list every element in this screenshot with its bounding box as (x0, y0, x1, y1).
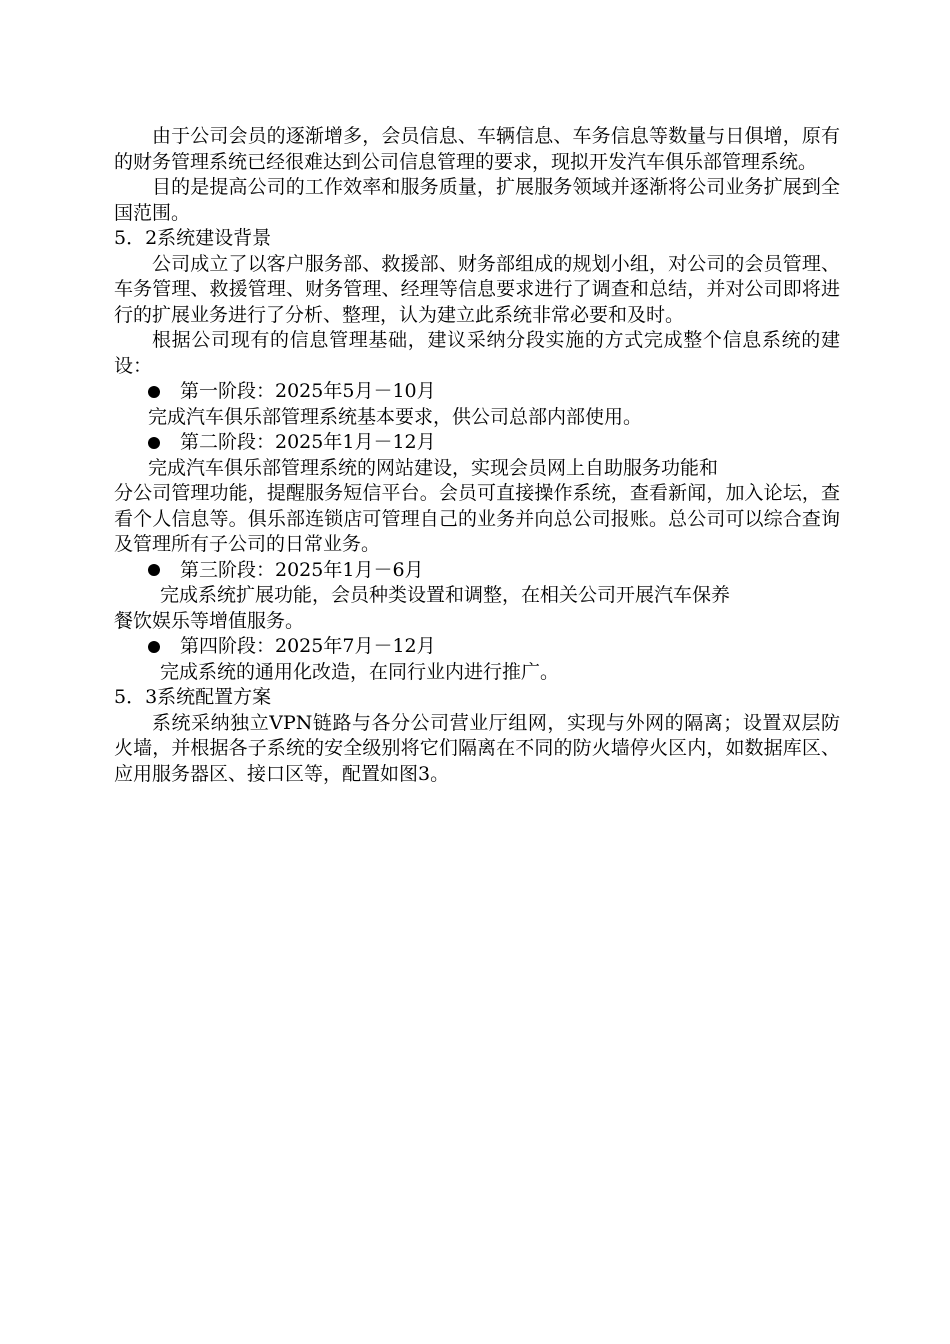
paragraph-goal: 目的是提高公司的工作效率和服务质量，扩展服务领域并逐渐将公司业务扩展到全国范围。 (114, 176, 840, 224)
stage-4-item (114, 634, 840, 660)
stage-1-description: 完成汽车俱乐部管理系统基本要求，供公司总部内部使用。 (148, 405, 643, 428)
document-body (114, 124, 840, 787)
paragraph-background: 公司成立了以客户服务部、救援部、财务部组成的规划小组，对公司的会员管理、车务管理、救援管理、财务管理、经理等信息要求进行了调查和总结，并对公司即将进行的扩展业务进行了分析、整理，认为建立此系统非常必要和及时。 (114, 252, 840, 326)
stage-4-label: 第四阶段：2025年7月－12月 (180, 635, 436, 657)
section-heading-5-3: 5．3系统配置方案 (114, 686, 272, 708)
stage-3-label: 第三阶段：2025年1月－6月 (180, 558, 424, 581)
paragraph-configuration: 系统采纳独立VPN链路与各分公司营业厅组网，实现与外网的隔离；设置双层防火墙，并根据各子系统的安全级别将它们隔离在不同的防火墙停火区内，如数据库区、应用服务器区、接口区等，配置如图3。 (114, 711, 840, 785)
stage-4-description: 完成系统的通用化改造，在同行业内进行推广。 (160, 660, 560, 683)
paragraph-plan: 根据公司现有的信息管理基础，建议采纳分段实施的方式完成整个信息系统的建设： (114, 329, 840, 377)
stage-2-description-first-line: 完成汽车俱乐部管理系统的网站建设，实现会员网上自助服务功能和 (148, 456, 719, 479)
stage-3-description-continued: 餐饮娱乐等增值服务。 (114, 609, 305, 632)
paragraph-intro: 由于公司会员的逐渐增多，会员信息、车辆信息、车务信息等数量与日俱增，原有的财务管理系统已经很难达到公司信息管理的要求，现拟开发汽车俱乐部管理系统。 (114, 125, 840, 173)
stage-2-description-continued: 分公司管理功能，提醒服务短信平台。会员可直接操作系统，查看新闻，加入论坛，查看个人信息等。俱乐部连锁店可管理自己的业务并向总公司报账。总公司可以综合查询及管理所有子公司的日常业务。 (114, 482, 840, 555)
stage-2-item (114, 430, 840, 456)
stage-1-item (114, 379, 840, 405)
stage-2-label: 第二阶段：2025年1月－12月 (180, 431, 436, 453)
stage-3-item (114, 558, 840, 584)
section-heading-5-2: 5．2系统建设背景 (114, 227, 272, 249)
bullet-icon (148, 564, 160, 576)
bullet-icon (148, 641, 160, 653)
bullet-icon (148, 437, 160, 449)
stage-1-label: 第一阶段：2025年5月－10月 (180, 380, 436, 402)
bullet-icon (148, 386, 160, 398)
stage-3-description-first-line: 完成系统扩展功能，会员种类设置和调整，在相关公司开展汽车保养 (160, 584, 731, 606)
